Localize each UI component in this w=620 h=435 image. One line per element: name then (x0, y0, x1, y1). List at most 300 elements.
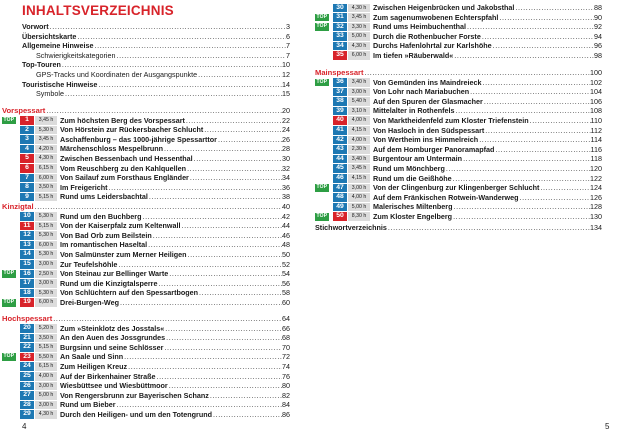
tour-number-badge: 19 (20, 298, 34, 307)
dot-leader (197, 70, 282, 80)
dot-leader (76, 32, 286, 42)
dot-leader (469, 87, 590, 97)
dot-leader (168, 381, 282, 391)
top-tour-badge: TOP (316, 78, 328, 85)
dot-leader (185, 116, 282, 126)
dot-leader (186, 164, 282, 174)
tour-number-badge: 49 (333, 203, 347, 212)
toc-entry-page: 10 (282, 60, 290, 70)
tour-entry[interactable] (2, 343, 290, 353)
tour-title: Von Salmünster zum Merner Heiligen (60, 249, 187, 259)
section-heading-vorspessart[interactable] (2, 106, 290, 116)
page-number-left: 4 (22, 422, 27, 431)
dot-leader (97, 80, 282, 90)
toc-entry-page: 14 (282, 79, 290, 89)
tour-title: Durch den Heiligen- und um den Totengrund (60, 409, 212, 419)
tour-entry[interactable] (2, 116, 290, 126)
tour-entry[interactable] (2, 212, 290, 222)
tour-duration: 4,00 h (35, 372, 57, 381)
tour-title: Rund ums Leidersbachtal (60, 192, 148, 202)
tour-number-badge: 41 (333, 126, 347, 135)
tour-entry[interactable] (315, 174, 602, 184)
tour-number-badge: 40 (333, 116, 347, 125)
section-page: 100 (590, 68, 602, 77)
tour-page: 48 (282, 240, 290, 250)
tour-duration: 3,50 h (35, 183, 57, 192)
tour-number-badge: 46 (333, 174, 347, 183)
tour-entry[interactable] (315, 97, 602, 107)
tour-entry[interactable] (2, 372, 290, 382)
tour-page: 126 (590, 192, 602, 202)
tour-entry[interactable] (315, 135, 602, 145)
tour-title: Aschaffenburg – das 1000-jährige Spessarttor (60, 134, 217, 144)
dot-leader (163, 343, 282, 353)
tour-duration: 5,30 h (35, 231, 57, 240)
tour-number-badge: 16 (20, 270, 34, 279)
dot-leader (452, 174, 590, 184)
tour-entry[interactable] (315, 32, 602, 42)
section-hochspessart (2, 314, 290, 420)
dot-leader (494, 145, 590, 155)
tour-duration: 6,00 h (348, 51, 370, 60)
tour-number-badge: 37 (333, 88, 347, 97)
index-entry-block (315, 223, 602, 233)
tour-entry[interactable] (2, 135, 290, 145)
tour-entry[interactable] (2, 324, 290, 334)
tour-page: 42 (282, 211, 290, 221)
tour-number-badge: 18 (20, 289, 34, 298)
tour-number-badge: 1 (20, 116, 34, 125)
tour-page: 102 (590, 77, 602, 87)
dot-leader (484, 126, 590, 136)
tour-number-badge: 26 (20, 382, 34, 391)
dot-leader (116, 51, 286, 61)
dot-leader (186, 250, 282, 260)
tour-page: 82 (282, 390, 290, 400)
tour-page: 24 (282, 125, 290, 135)
tour-duration: 5,15 h (35, 222, 57, 231)
tour-page: 54 (282, 269, 290, 279)
tour-number-badge: 28 (20, 401, 34, 410)
tour-entry[interactable] (2, 288, 290, 298)
tour-page: 118 (590, 154, 602, 164)
tour-title: Auf den Spuren der Glasmacher (373, 96, 483, 106)
section-kinzigtal (2, 202, 290, 308)
tour-title: Rund ums Heimbuchenthal (373, 22, 467, 32)
tour-entry[interactable] (2, 362, 290, 372)
tour-number-badge: 38 (333, 97, 347, 106)
tour-duration: 6,15 h (35, 362, 57, 371)
tour-page: 110 (590, 115, 602, 125)
tour-duration: 3,40 h (348, 78, 370, 87)
tour-title: Zum Kloster Engelberg (373, 211, 453, 221)
toc-entry-title: Allgemeine Hinweise (22, 41, 94, 51)
tour-page: 22 (282, 115, 290, 125)
dot-leader (452, 212, 590, 222)
tour-page: 128 (590, 202, 602, 212)
dot-leader (148, 192, 282, 202)
tour-title: Auf der Birkenhainer Straße (60, 371, 156, 381)
tour-title: Von Schlüchtern auf den Spessartbogen (60, 288, 199, 298)
tour-entry[interactable] (2, 144, 290, 154)
tour-entry[interactable] (2, 240, 290, 250)
tour-duration: 4,15 h (348, 126, 370, 135)
tour-page: 72 (282, 352, 290, 362)
tour-title: Von der Clingenburg zur Klingenberger Schlucht (373, 183, 540, 193)
section-heading-mainspessart[interactable] (315, 68, 602, 78)
tour-page: 120 (590, 163, 602, 173)
tour-number-badge: 13 (20, 241, 34, 250)
dot-leader (482, 78, 591, 88)
toc-entry[interactable] (22, 80, 290, 90)
top-slot (315, 23, 333, 31)
tour-entry[interactable] (315, 164, 602, 174)
section-heading-kinzigtal[interactable] (2, 202, 290, 212)
toc-entry[interactable] (22, 32, 290, 42)
tour-title: Vom Reuschberg zu den Kahlquellen (60, 163, 187, 173)
tour-entry[interactable] (315, 202, 602, 212)
tour-page: 108 (590, 106, 602, 116)
tour-title: Rund um Mönchberg (373, 163, 445, 173)
tour-entry[interactable] (2, 279, 290, 289)
tour-entry[interactable] (2, 391, 290, 401)
tour-number-badge: 20 (20, 324, 34, 333)
dot-leader (45, 106, 282, 116)
tour-page: 28 (282, 144, 290, 154)
tour-entry[interactable] (315, 145, 602, 155)
dot-leader (198, 288, 282, 298)
tour-number-badge: 24 (20, 362, 34, 371)
tour-number-badge: 43 (333, 145, 347, 154)
tour-entry[interactable] (2, 381, 290, 391)
tour-number-badge: 11 (20, 222, 34, 231)
tour-entry[interactable] (315, 212, 602, 222)
tour-duration: 5,00 h (348, 32, 370, 41)
tour-title: Rund um Bieber (60, 400, 116, 410)
dot-leader (453, 202, 591, 212)
tour-entry[interactable] (2, 192, 290, 202)
tour-title: Rund um den Buchberg (60, 211, 142, 221)
tour-entry[interactable] (2, 221, 290, 231)
top-tour-badge: TOP (3, 353, 15, 360)
dot-leader (119, 298, 282, 308)
tour-number-badge: 33 (333, 32, 347, 41)
top-slot (2, 299, 20, 307)
tour-page: 116 (590, 144, 602, 154)
dot-leader (127, 362, 282, 372)
tour-duration: 4,00 h (348, 116, 370, 125)
toc-entry[interactable] (22, 41, 290, 51)
tour-number-badge: 9 (20, 193, 34, 202)
tour-title: Mittelalter in Rothenfels (373, 106, 455, 116)
tour-number-badge: 32 (333, 23, 347, 32)
tour-page: 80 (282, 381, 290, 391)
dot-leader (387, 223, 590, 233)
tour-entry[interactable] (2, 269, 290, 279)
tour-entry[interactable] (315, 87, 602, 97)
tour-page: 106 (590, 96, 602, 106)
tour-number-badge: 23 (20, 353, 34, 362)
tour-entry[interactable] (315, 78, 602, 88)
tour-number-badge: 12 (20, 231, 34, 240)
tour-entry[interactable] (315, 51, 602, 61)
section-title: Hochspessart (2, 314, 53, 323)
dot-leader (212, 410, 282, 420)
tour-title: Durchs Hafenlohrtal zur Karlshöhe (373, 41, 492, 51)
tour-entry[interactable] (2, 183, 290, 193)
dot-leader (519, 193, 591, 203)
tour-duration: 5,50 h (35, 353, 57, 362)
toc-entry-page: 134 (590, 223, 602, 232)
dot-leader (539, 183, 590, 193)
tour-page: 30 (282, 153, 290, 163)
toc-entry-title: Vorwort (22, 22, 49, 31)
tour-entry[interactable] (315, 193, 602, 203)
dot-leader (163, 144, 282, 154)
dot-leader (454, 106, 590, 116)
section-mainspessart (315, 68, 602, 222)
tour-duration: 3,00 h (348, 184, 370, 193)
tour-duration: 3,00 h (35, 260, 57, 269)
tour-entry[interactable] (2, 400, 290, 410)
tour-title: Von Wertheim ins Himmelreich (373, 135, 479, 145)
dot-leader (147, 240, 282, 250)
page-number-right: 5 (605, 422, 610, 431)
tour-entry[interactable] (2, 125, 290, 135)
top-tour-badge: TOP (316, 184, 328, 191)
dot-leader (481, 32, 594, 42)
tour-page: 44 (282, 221, 290, 231)
tour-page: 130 (590, 211, 602, 221)
toc-entry-page: 7 (286, 41, 290, 51)
tour-entry[interactable] (315, 154, 602, 164)
tour-number-badge: 10 (20, 212, 34, 221)
tour-duration: 4,00 h (348, 193, 370, 202)
top-tour-badge: TOP (316, 13, 328, 20)
tour-title: Drei-Burgen-Weg (60, 297, 119, 307)
tour-duration: 3,10 h (348, 107, 370, 116)
tour-page: 84 (282, 400, 290, 410)
tour-number-badge: 35 (333, 51, 347, 60)
tour-page: 90 (594, 12, 602, 22)
section-page: 20 (282, 106, 290, 115)
section-title: Vorspessart (2, 106, 46, 115)
tour-duration: 5,00 h (35, 391, 57, 400)
toc-entry-page: 6 (286, 31, 290, 41)
toc-entry-title: Schwierigkeitskategorien (36, 50, 116, 60)
tour-duration: 4,30 h (348, 42, 370, 51)
tour-duration: 3,40 h (348, 155, 370, 164)
tour-duration: 5,20 h (35, 324, 57, 333)
dot-leader (189, 173, 282, 183)
tour-title: Wiesbüttsee und Wiesbüttmoor (60, 381, 168, 391)
tour-number-badge: 2 (20, 126, 34, 135)
top-tour-badge: TOP (3, 298, 15, 305)
tour-duration: 6,15 h (35, 164, 57, 173)
tour-entry[interactable] (2, 298, 290, 308)
tour-page: 94 (594, 31, 602, 41)
tour-title: Zwischen Heigenbrücken und Jakobsthal (373, 3, 515, 12)
dot-leader (217, 135, 282, 145)
top-tour-badge: TOP (3, 116, 15, 123)
tour-number-badge: 17 (20, 279, 34, 288)
tour-number-badge: 22 (20, 343, 34, 352)
tour-number-badge: 47 (333, 184, 347, 193)
tour-page: 104 (590, 87, 602, 97)
index-entry[interactable] (315, 223, 602, 233)
tour-title: Von der Kaiserpfalz zum Keltenwall (60, 221, 181, 231)
tour-duration: 3,45 h (348, 13, 370, 22)
tour-entry[interactable] (315, 126, 602, 136)
dot-leader (529, 116, 591, 126)
tour-duration: 6,00 h (35, 241, 57, 250)
top-tour-badge: TOP (3, 270, 15, 277)
toc-entry-page: 7 (286, 50, 290, 60)
tour-number-badge: 45 (333, 164, 347, 173)
tour-number-badge: 21 (20, 334, 34, 343)
tour-entry[interactable] (315, 41, 602, 51)
dot-leader (157, 279, 282, 289)
top-slot (2, 270, 20, 278)
tour-duration: 4,00 h (348, 136, 370, 145)
dot-leader (117, 260, 282, 270)
tour-page: 46 (282, 230, 290, 240)
tour-title: Zum »Steinklotz des Josstals« (60, 323, 165, 333)
dot-leader (155, 372, 282, 382)
section-page: 64 (282, 314, 290, 323)
toc-entry[interactable] (22, 51, 290, 61)
toc-entry[interactable] (22, 22, 290, 32)
tour-page: 124 (590, 183, 602, 193)
tour-entry[interactable] (2, 333, 290, 343)
tour-title: Durch die Rothenbucher Forste (373, 31, 481, 41)
tour-number-badge: 27 (20, 391, 34, 400)
tour-title: Von Rengersbrunn zur Bayerischen Schanz (60, 390, 209, 400)
tour-entry[interactable] (315, 183, 602, 193)
dot-leader (52, 314, 282, 324)
tour-page: 98 (594, 50, 602, 60)
tour-number-badge: 42 (333, 136, 347, 145)
tour-duration: 3,00 h (35, 401, 57, 410)
toc-entry[interactable] (22, 89, 290, 99)
toc-entry-title: Stichwortverzeichnis (315, 223, 387, 232)
tour-entry[interactable] (2, 164, 290, 174)
tour-page: 32 (282, 163, 290, 173)
dot-leader (483, 97, 590, 107)
tour-page: 96 (594, 41, 602, 51)
tour-title: Von Lohr nach Mariabuchen (373, 87, 470, 97)
tour-entry[interactable] (2, 352, 290, 362)
dot-leader (123, 352, 282, 362)
tour-title: Im romantischen Haseltal (60, 240, 148, 250)
toc-entry-page: 3 (286, 22, 290, 31)
tour-title: Von Sailauf zum Forsthaus Engländer (60, 173, 189, 183)
tour-number-badge: 50 (333, 212, 347, 221)
toc-entry-title: Symbole (36, 89, 64, 99)
tour-duration: 3,45 h (35, 135, 57, 144)
tour-number-badge: 8 (20, 183, 34, 192)
tour-entry[interactable] (2, 154, 290, 164)
tour-title: An den Auen des Jossgrundes (60, 333, 166, 343)
tour-title: Zur Teufelshöhle (60, 259, 118, 269)
tour-entry[interactable] (2, 250, 290, 260)
dot-leader (193, 154, 282, 164)
tour-duration: 4,30 h (348, 4, 370, 13)
tour-number-badge: 39 (333, 107, 347, 116)
tour-entry[interactable] (315, 22, 602, 32)
toc-entry-page: 12 (282, 69, 290, 79)
toc-title: INHALTSVERZEICHNIS (22, 3, 174, 18)
tour-page: 88 (594, 3, 602, 12)
tour-entry[interactable] (2, 173, 290, 183)
top-slot (315, 14, 333, 22)
section-heading-hochspessart[interactable] (2, 314, 290, 324)
tour-title: Märchenschloss Mespelbrunn (60, 144, 164, 154)
tour-duration: 5,30 h (35, 289, 57, 298)
tour-page: 60 (282, 297, 290, 307)
tour-entry[interactable] (315, 3, 602, 13)
tour-title: Zum Heiligen Kreuz (60, 361, 128, 371)
tour-number-badge: 36 (333, 78, 347, 87)
tour-title: Von Marktheidenfeld zum Kloster Triefenstein (373, 115, 529, 125)
tour-number-badge: 4 (20, 145, 34, 154)
tour-duration: 5,40 h (348, 97, 370, 106)
dot-leader (164, 324, 282, 334)
tour-number-badge: 30 (333, 4, 347, 13)
tour-entry[interactable] (315, 106, 602, 116)
tour-duration: 5,15 h (35, 193, 57, 202)
tour-duration: 3,00 h (35, 382, 57, 391)
tour-duration: 6,00 h (35, 174, 57, 183)
dot-leader (165, 333, 282, 343)
tour-entry[interactable] (2, 410, 290, 420)
tour-title: Zum sagenumwobenen Echterspfahl (373, 12, 499, 22)
section-hochspessart-continued (315, 3, 602, 61)
tour-page: 38 (282, 192, 290, 202)
tour-title: Zum höchsten Berg des Vorspessart (60, 115, 185, 125)
tour-duration: 2,30 h (348, 145, 370, 154)
tour-title: Von Bad Orb zum Beilstein (60, 230, 152, 240)
tour-entry[interactable] (315, 13, 602, 23)
tour-page: 52 (282, 259, 290, 269)
tour-number-badge: 14 (20, 250, 34, 259)
dot-leader (466, 22, 594, 32)
toc-entry[interactable] (22, 70, 290, 80)
tour-duration: 3,45 h (348, 164, 370, 173)
tour-page: 92 (594, 22, 602, 32)
dot-leader (514, 3, 594, 13)
tour-page: 50 (282, 249, 290, 259)
top-slot (315, 79, 333, 87)
tour-title: Auf dem Fränkischen Rotwein-Wanderweg (373, 192, 519, 202)
tour-number-badge: 48 (333, 193, 347, 202)
tour-entry[interactable] (2, 231, 290, 241)
toc-entry[interactable] (22, 60, 290, 70)
tour-title: Burgentour am Untermain (373, 154, 463, 164)
tour-number-badge: 25 (20, 372, 34, 381)
tour-entry[interactable] (315, 116, 602, 126)
tour-number-badge: 15 (20, 260, 34, 269)
dot-leader (462, 154, 590, 164)
tour-title: Malerisches Miltenberg (373, 202, 453, 212)
tour-entry[interactable] (2, 260, 290, 270)
dot-leader (141, 212, 282, 222)
tour-number-badge: 44 (333, 155, 347, 164)
tour-page: 68 (282, 333, 290, 343)
tour-duration: 4,30 h (35, 410, 57, 419)
dot-leader (492, 41, 594, 51)
tour-page: 76 (282, 371, 290, 381)
